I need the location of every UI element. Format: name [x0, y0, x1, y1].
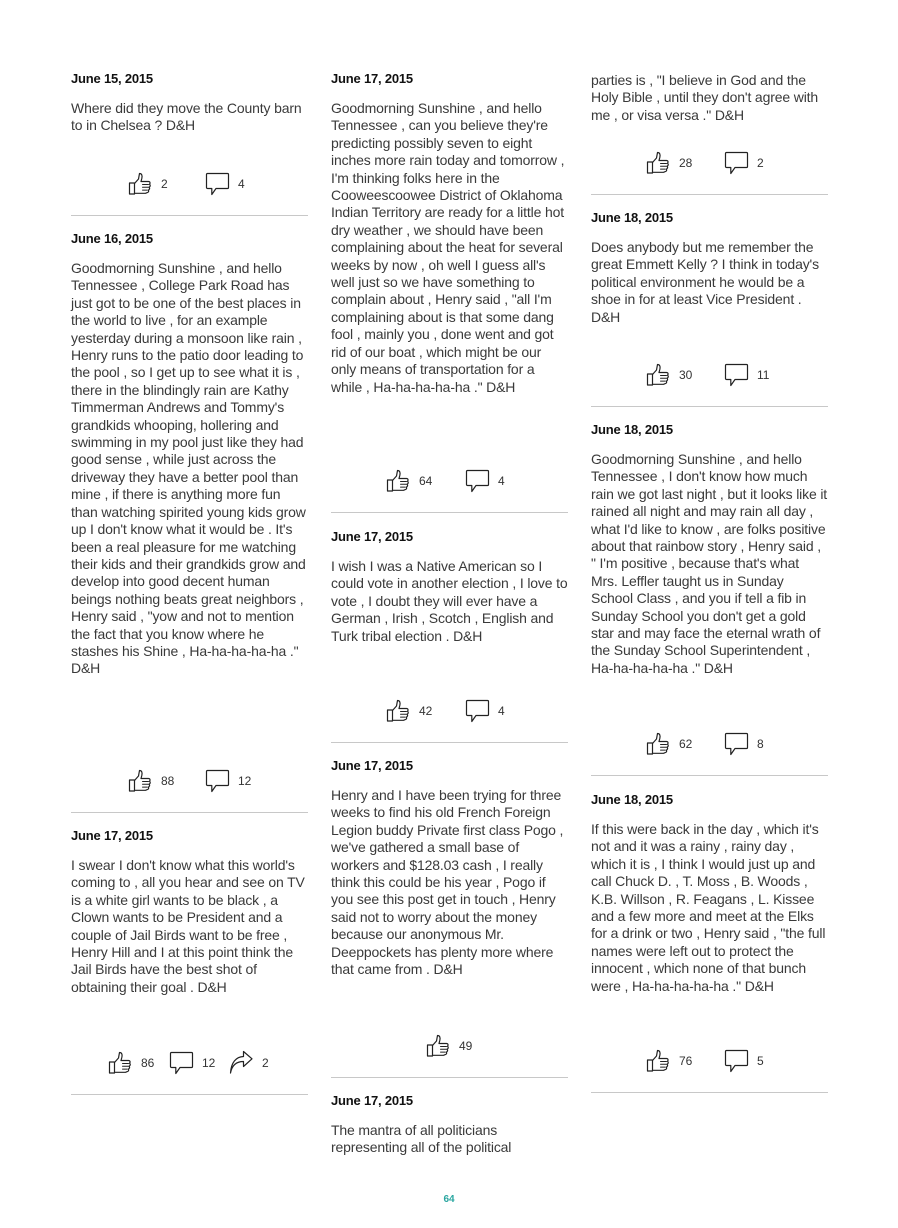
post-stats	[591, 150, 828, 176]
post-stats	[331, 698, 568, 724]
post	[71, 828, 308, 996]
like-button[interactable]	[127, 768, 174, 794]
post	[591, 792, 828, 995]
post-stats	[331, 1033, 568, 1059]
thumbs-up-icon	[107, 1050, 133, 1076]
post-date: June 18, 2015	[591, 422, 673, 437]
post-text: I swear I don't know what this world's coming to , all you hear and see on TV is a white girl wants to be black , a Clown wants to be President and a couple of Jail Birds want to be free , Henry Hill and I at this point think the Jail Birds have the best shot of obtaining their goal . D&H	[71, 857, 305, 995]
post-date: June 17, 2015	[331, 529, 413, 544]
thumbs-up-icon	[645, 150, 671, 176]
post-stats	[591, 731, 828, 757]
comment-icon	[204, 171, 230, 197]
like-count: 42	[419, 704, 433, 718]
post-date: June 17, 2015	[331, 758, 413, 773]
divider	[71, 1094, 308, 1095]
like-button[interactable]	[127, 171, 168, 197]
post-stats	[71, 1050, 308, 1076]
thumbs-up-icon	[385, 468, 411, 494]
post-stats	[331, 468, 568, 494]
post-text: I wish I was a Native American so I could vote in another election , I love to vote , I doubt they will ever have a German , Irish , Scotch , English and Turk tribal election . D&H	[331, 558, 568, 644]
comment-icon	[723, 150, 749, 176]
comment-count: 8	[757, 737, 764, 751]
like-button[interactable]	[645, 731, 692, 757]
like-button[interactable]	[645, 1048, 692, 1074]
post-stats	[71, 171, 308, 197]
comment-button[interactable]	[723, 1048, 764, 1074]
comment-count: 12	[202, 1056, 216, 1070]
divider	[591, 406, 828, 407]
comment-icon	[464, 698, 490, 724]
comment-button[interactable]	[464, 468, 505, 494]
comment-count: 4	[498, 474, 505, 488]
like-count: 62	[679, 737, 693, 751]
like-count: 86	[141, 1056, 155, 1070]
divider	[71, 215, 308, 216]
comment-icon	[723, 362, 749, 388]
like-button[interactable]	[385, 468, 432, 494]
post	[71, 71, 308, 135]
like-count: 28	[679, 156, 693, 170]
comment-button[interactable]	[723, 362, 769, 388]
post	[331, 1093, 568, 1157]
comment-count: 4	[238, 177, 245, 191]
like-count: 64	[419, 474, 433, 488]
thumbs-up-icon	[425, 1033, 451, 1059]
post-date: June 15, 2015	[71, 71, 153, 86]
comment-count: 12	[238, 774, 252, 788]
comment-count: 4	[498, 704, 505, 718]
comment-icon	[464, 468, 490, 494]
comment-count: 5	[757, 1054, 764, 1068]
divider	[591, 1092, 828, 1093]
share-count: 2	[262, 1056, 269, 1070]
thumbs-up-icon	[385, 698, 411, 724]
comment-button[interactable]	[168, 1050, 215, 1076]
post	[331, 529, 568, 645]
post	[591, 210, 828, 326]
divider	[331, 1077, 568, 1078]
thumbs-up-icon	[645, 1048, 671, 1074]
like-count: 49	[459, 1039, 473, 1053]
post-continued	[591, 72, 828, 124]
comment-icon	[723, 731, 749, 757]
comment-button[interactable]	[204, 768, 251, 794]
post-text: The mantra of all politicians representing all of the political	[331, 1122, 512, 1156]
divider	[71, 812, 308, 813]
like-count: 2	[161, 177, 168, 191]
post-text: If this were back in the day , which it's not and it was a rainy , rainy day , which it is , I think I would just up and call Chuck D. , T. Moss , B. Woods , K.B. Willson , R. Feagans , L. Kissee and a few more and meet at the Elks for a drink or two , Henry said , "the full names were left out to protect the innocent , which none of that bunch were , Ha-ha-ha-ha-ha ." D&H	[591, 821, 826, 994]
post-text: Where did they move the County barn to in Chelsea ? D&H	[71, 100, 302, 134]
post-text: Henry and I have been trying for three weeks to find his old French Foreign Legion buddy Private first class Pogo , we've gathered a small base of workers and $128.03 cash , I really think this could be his year , Pogo if you see this post get in touch , Henry said not to worry about the money because our anonymous Mr. Deeppockets has plenty more where that came from . D&H	[331, 787, 564, 978]
share-icon	[228, 1050, 254, 1076]
divider	[591, 194, 828, 195]
like-button[interactable]	[385, 698, 432, 724]
post	[71, 231, 308, 678]
comment-count: 2	[757, 156, 764, 170]
like-button[interactable]	[107, 1050, 154, 1076]
post-text: parties is , "I believe in God and the Holy Bible , until they don't agree with me , or visa versa ." D&H	[591, 72, 819, 123]
post	[331, 71, 568, 396]
thumbs-up-icon	[645, 731, 671, 757]
post-text: Goodmorning Sunshine , and hello Tennessee , can you believe they're predicting possibly seven to eight inches more rain today and tomorrow , I'm thinking folks here in the Cooweescoowee District of Oklahoma Indian Territory are ready for a little hot dry weather , we should have been complaining about the heat for several weeks by now , oh well I guess all's well just so we have something to complain about , Henry said , "all I'm complaining about is that some dang fool , mainly you , done went and got rid of our boat , which might be our only means of transportation for a while , Ha-ha-ha-ha-ha ." D&H	[331, 100, 565, 395]
post-stats	[591, 362, 828, 388]
post-date: June 17, 2015	[71, 828, 153, 843]
comment-button[interactable]	[204, 171, 245, 197]
like-count: 76	[679, 1054, 693, 1068]
divider	[331, 512, 568, 513]
post-date: June 16, 2015	[71, 231, 153, 246]
comment-icon	[204, 768, 230, 794]
post-text: Goodmorning Sunshine , and hello Tennessee , I don't know how much rain we got last night , but it looks like it rained all night and may rain all day , what I'd like to know , are folks positive about that rainbow story , Henry said , " I'm positive , because that's what Mrs. Leffler taught us in Sunday School Class , and you if tell a fib in Sunday School you don't get a gold star and may face the eternal wrath of the Sunday School Superintendent , Ha-ha-ha-ha-ha ." D&H	[591, 451, 828, 676]
divider	[591, 775, 828, 776]
like-button[interactable]	[645, 362, 692, 388]
thumbs-up-icon	[645, 362, 671, 388]
thumbs-up-icon	[127, 768, 153, 794]
post-date: June 18, 2015	[591, 792, 673, 807]
divider	[331, 742, 568, 743]
post-date: June 17, 2015	[331, 1093, 413, 1108]
comment-button[interactable]	[723, 731, 764, 757]
comment-count: 11	[757, 368, 770, 382]
post-stats	[591, 1048, 828, 1074]
post-text: Goodmorning Sunshine , and hello Tennessee , College Park Road has just got to be one of the best places in the world to live , for an example yesterday during a monsoon like rain , Henry runs to the patio door leading to the pool , so I get up to see what it is , there in the blindingly rain are Kathy Timmerman Andrews and Tommy's grandkids whooping, hollering and swimming in my pool just like they had good sense , while just across the driveway they have a better pool than mine , if there is anything more fun than watching spirited young kids grow up I don't know what it would be . It's been a real pleasure for me watching their kids and their grandkids grow and develop into good decent human beings nothing beats great neighbors , Henry said , "yow and not to mention the fact that you know where he stashes his Shine , Ha-ha-ha-ha-ha ." D&H	[71, 260, 306, 677]
post-date: June 17, 2015	[331, 71, 413, 86]
page-number: 64	[443, 1194, 455, 1205]
post-text: Does anybody but me remember the great Emmett Kelly ? I think in today's political environment he would be a shoe in for at least Vice President . D&H	[591, 239, 819, 325]
post-stats	[71, 768, 308, 794]
comment-button[interactable]	[723, 150, 764, 176]
comment-icon	[723, 1048, 749, 1074]
like-button[interactable]	[645, 150, 692, 176]
post	[591, 422, 828, 677]
like-count: 30	[679, 368, 693, 382]
post	[331, 758, 568, 978]
comment-icon	[168, 1050, 194, 1076]
like-button[interactable]	[425, 1033, 472, 1059]
share-button[interactable]	[228, 1050, 269, 1076]
thumbs-up-icon	[127, 171, 153, 197]
like-count: 88	[161, 774, 175, 788]
comment-button[interactable]	[464, 698, 505, 724]
post-date: June 18, 2015	[591, 210, 673, 225]
